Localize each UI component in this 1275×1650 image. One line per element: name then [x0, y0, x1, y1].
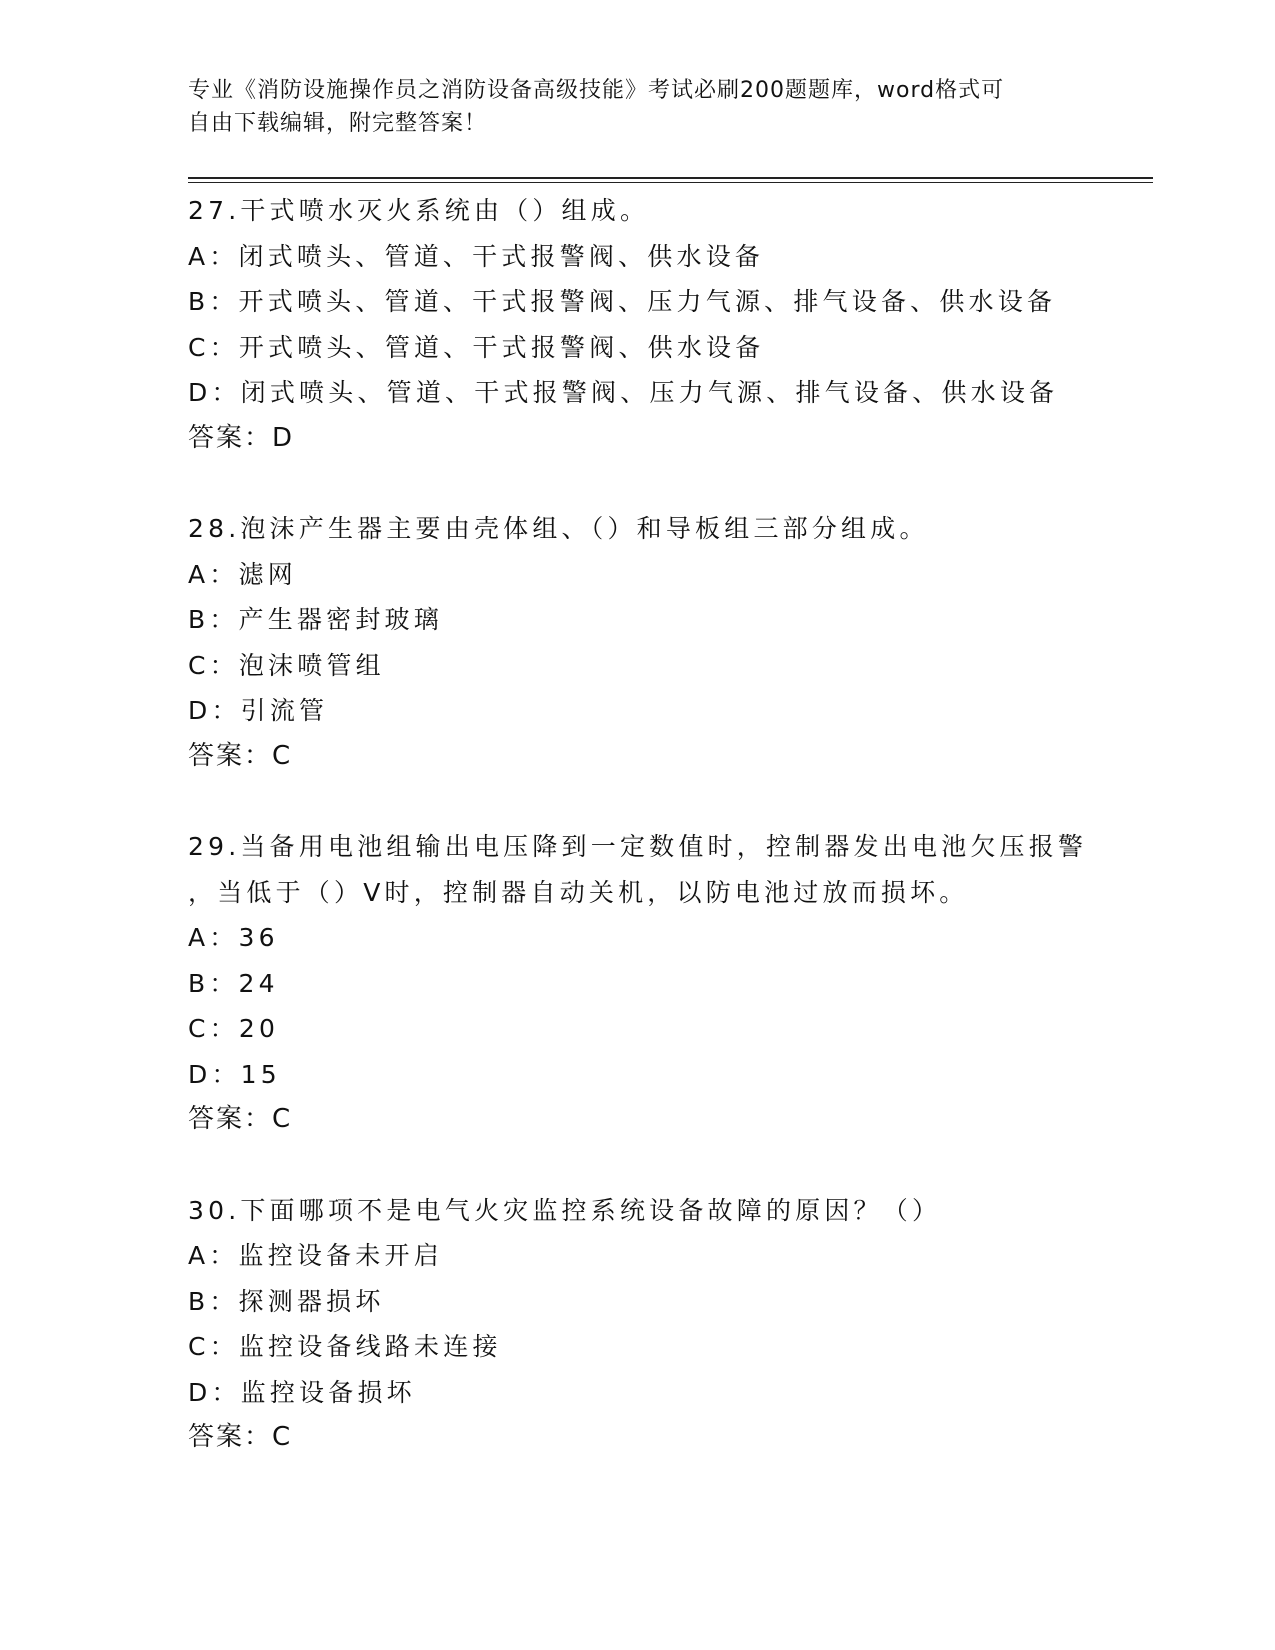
option-a: A：闭式喷头、管道、干式报警阀、供水设备 [188, 241, 765, 271]
question-text-line-2: ，当低于（）V时，控制器自动关机，以防电池过放而损坏。 [188, 877, 969, 907]
header-rule-thin [188, 182, 1153, 183]
header-rule-thick [188, 177, 1153, 179]
option-b: B：探测器损坏 [188, 1286, 385, 1316]
option-d: D：引流管 [188, 696, 329, 725]
option-b: B：开式喷头、管道、干式报警阀、压力气源、排气设备、供水设备 [188, 287, 1057, 316]
option-c: C：监控设备线路未连接 [188, 1332, 502, 1361]
answer: 答案：D [188, 422, 295, 453]
document-header [188, 74, 1068, 140]
answer: 答案：C [188, 1422, 293, 1452]
question-30 [188, 1188, 1148, 1461]
option-a: A：36 [188, 923, 279, 952]
question-29 [188, 824, 1148, 1143]
answer: 答案：C [188, 740, 293, 771]
option-a: A：滤网 [188, 559, 297, 589]
option-a: A：监控设备未开启 [188, 1241, 443, 1270]
option-d: D：监控设备损坏 [188, 1377, 416, 1407]
question-text: 28.泡沫产生器主要由壳体组、（）和导板组三部分组成。 [188, 514, 929, 543]
option-b: B：24 [188, 968, 279, 998]
answer: 答案：C [188, 1104, 293, 1134]
header-line-2: 自由下载编辑，附完整答案！ [188, 111, 488, 136]
header-line-1: 专业《消防设施操作员之消防设备高级技能》考试必刷200题题库，word格式可 [188, 78, 1005, 103]
option-d: D：闭式喷头、管道、干式报警阀、压力气源、排气设备、供水设备 [188, 378, 1059, 407]
option-d: D：15 [188, 1059, 281, 1089]
option-b: B：产生器密封玻璃 [188, 605, 443, 634]
question-text-line-1: 29.当备用电池组输出电压降到一定数值时，控制器发出电池欠压报警 [188, 832, 1088, 861]
option-c: C：泡沫喷管组 [188, 650, 385, 680]
option-c: C：20 [188, 1014, 280, 1043]
question-27 [188, 188, 1148, 461]
question-text: 30.下面哪项不是电气火灾监控系统设备故障的原因？（） [188, 1195, 942, 1225]
question-text: 27.干式喷水灭火系统由（）组成。 [188, 196, 650, 225]
question-28 [188, 506, 1148, 779]
option-c: C：开式喷头、管道、干式报警阀、供水设备 [188, 332, 765, 362]
question-list [188, 188, 1148, 1506]
